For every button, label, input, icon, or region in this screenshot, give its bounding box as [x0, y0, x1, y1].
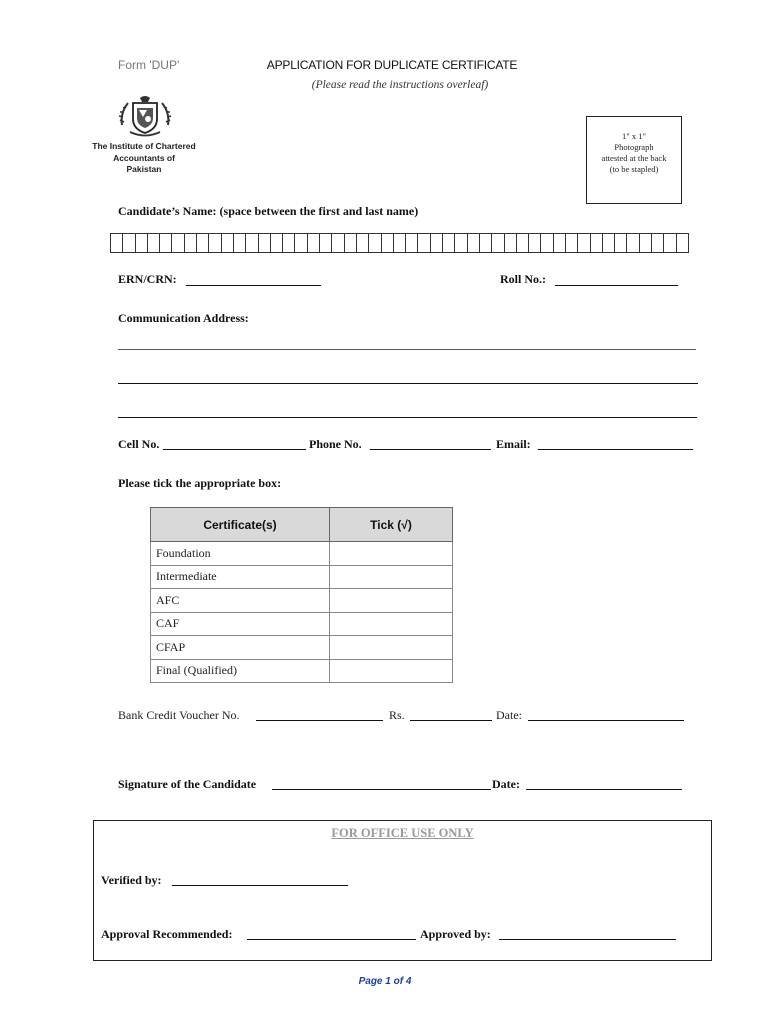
photo-staple-text: (to be stapled): [609, 164, 659, 174]
candidate-name-boxes[interactable]: [110, 233, 689, 253]
tick-cell-intermediate[interactable]: [330, 565, 453, 589]
email-field[interactable]: [538, 449, 693, 450]
name-char-box[interactable]: [591, 233, 603, 253]
tick-cell-caf[interactable]: [330, 612, 453, 636]
photo-size-text: 1" x 1": [622, 131, 646, 141]
name-char-box[interactable]: [136, 233, 148, 253]
name-char-box[interactable]: [615, 233, 627, 253]
approved-by-field[interactable]: [499, 939, 676, 940]
candidate-name-label: Candidate’s Name: (space between the first and last name): [118, 204, 419, 218]
tick-column-header: Tick (√): [330, 508, 453, 542]
institute-name-line1: The Institute of Chartered: [92, 141, 196, 151]
name-char-box[interactable]: [123, 233, 135, 253]
certificate-table: [150, 507, 453, 683]
roll-no-field[interactable]: [555, 285, 678, 286]
form-code: Form 'DUP': [118, 58, 180, 72]
name-char-box[interactable]: [382, 233, 394, 253]
tick-instruction: Please tick the appropriate box:: [118, 476, 282, 490]
name-char-box[interactable]: [283, 233, 295, 253]
name-char-box[interactable]: [578, 233, 590, 253]
photo-label-text: Photograph: [614, 142, 654, 152]
name-char-box[interactable]: [468, 233, 480, 253]
phone-no-label: Phone No.: [309, 437, 362, 451]
signature-label: Signature of the Candidate: [118, 777, 257, 791]
name-char-box[interactable]: [246, 233, 258, 253]
tick-cell-final[interactable]: [330, 659, 453, 683]
table-row: [151, 612, 453, 636]
name-char-box[interactable]: [271, 233, 283, 253]
bank-voucher-label: Bank Credit Voucher No.: [118, 708, 240, 722]
tick-cell-afc[interactable]: [330, 589, 453, 613]
name-char-box[interactable]: [345, 233, 357, 253]
name-char-box[interactable]: [111, 233, 123, 253]
name-char-box[interactable]: [185, 233, 197, 253]
certificate-column-header: Certificate(s): [151, 508, 330, 542]
approved-by-label: Approved by:: [420, 927, 491, 941]
name-char-box[interactable]: [209, 233, 221, 253]
tick-cell-cfap[interactable]: [330, 636, 453, 660]
name-char-box[interactable]: [394, 233, 406, 253]
ern-crn-field[interactable]: [186, 285, 321, 286]
name-char-box[interactable]: [295, 233, 307, 253]
address-label: Communication Address:: [118, 311, 249, 325]
name-char-box[interactable]: [603, 233, 615, 253]
signature-field[interactable]: [272, 789, 491, 790]
roll-no-label: Roll No.:: [500, 272, 546, 286]
name-char-box[interactable]: [480, 233, 492, 253]
signature-date-label: Date:: [492, 777, 520, 791]
photo-attest-text: attested at the back: [601, 153, 667, 163]
name-char-box[interactable]: [652, 233, 664, 253]
ern-crn-label: ERN/CRN:: [118, 272, 177, 286]
name-char-box[interactable]: [627, 233, 639, 253]
tick-cell-foundation[interactable]: [330, 542, 453, 566]
name-char-box[interactable]: [160, 233, 172, 253]
institute-name-line3: Pakistan: [126, 164, 162, 174]
name-char-box[interactable]: [443, 233, 455, 253]
institute-name: [88, 141, 200, 176]
verified-by-field[interactable]: [172, 885, 348, 886]
name-char-box[interactable]: [529, 233, 541, 253]
page-title: APPLICATION FOR DUPLICATE CERTIFICATE: [266, 58, 518, 72]
name-char-box[interactable]: [664, 233, 676, 253]
name-char-box[interactable]: [455, 233, 467, 253]
name-char-box[interactable]: [332, 233, 344, 253]
amount-rs-label: Rs.: [389, 708, 405, 722]
verified-by-label: Verified by:: [101, 873, 162, 887]
cell-no-field[interactable]: [163, 449, 306, 450]
certificate-foundation: Foundation: [151, 542, 330, 566]
name-char-box[interactable]: [369, 233, 381, 253]
name-char-box[interactable]: [357, 233, 369, 253]
crest-emblem-icon: [118, 95, 172, 137]
address-line-3[interactable]: [118, 417, 697, 418]
table-row: [151, 636, 453, 660]
name-char-box[interactable]: [259, 233, 271, 253]
certificate-final: Final (Qualified): [151, 659, 330, 683]
photograph-box[interactable]: [586, 116, 682, 204]
name-char-box[interactable]: [677, 233, 689, 253]
name-char-box[interactable]: [431, 233, 443, 253]
name-char-box[interactable]: [308, 233, 320, 253]
name-char-box[interactable]: [418, 233, 430, 253]
bank-voucher-field[interactable]: [256, 720, 383, 721]
name-char-box[interactable]: [505, 233, 517, 253]
certificate-table-header: [151, 508, 453, 542]
voucher-date-field[interactable]: [528, 720, 684, 721]
name-char-box[interactable]: [222, 233, 234, 253]
phone-no-field[interactable]: [370, 449, 491, 450]
table-row: [151, 565, 453, 589]
signature-date-field[interactable]: [526, 789, 682, 790]
certificate-caf: CAF: [151, 612, 330, 636]
office-use-heading: FOR OFFICE USE ONLY: [331, 826, 474, 840]
page-subtitle: (Please read the instructions overleaf): [311, 79, 489, 91]
certificate-intermediate: Intermediate: [151, 565, 330, 589]
voucher-date-label: Date:: [496, 708, 522, 722]
table-row: [151, 542, 453, 566]
name-char-box[interactable]: [320, 233, 332, 253]
name-char-box[interactable]: [566, 233, 578, 253]
name-char-box[interactable]: [517, 233, 529, 253]
name-char-box[interactable]: [148, 233, 160, 253]
name-char-box[interactable]: [541, 233, 553, 253]
table-row: [151, 589, 453, 613]
institute-name-line2: Accountants of: [113, 152, 175, 163]
approval-recommended-label: Approval Recommended:: [101, 927, 233, 941]
certificate-afc: AFC: [151, 589, 330, 613]
name-char-box[interactable]: [406, 233, 418, 253]
cell-no-label: Cell No.: [118, 437, 160, 451]
address-line-1[interactable]: [118, 349, 696, 350]
name-char-box[interactable]: [172, 233, 184, 253]
name-char-box[interactable]: [234, 233, 246, 253]
table-row: [151, 659, 453, 683]
name-char-box[interactable]: [554, 233, 566, 253]
approval-recommended-field[interactable]: [247, 939, 416, 940]
page-number: Page 1 of 4: [358, 976, 412, 987]
name-char-box[interactable]: [640, 233, 652, 253]
amount-rs-field[interactable]: [410, 720, 492, 721]
address-line-2[interactable]: [118, 383, 698, 384]
certificate-cfap: CFAP: [151, 636, 330, 660]
email-label: Email:: [496, 437, 531, 451]
name-char-box[interactable]: [197, 233, 209, 253]
name-char-box[interactable]: [492, 233, 504, 253]
